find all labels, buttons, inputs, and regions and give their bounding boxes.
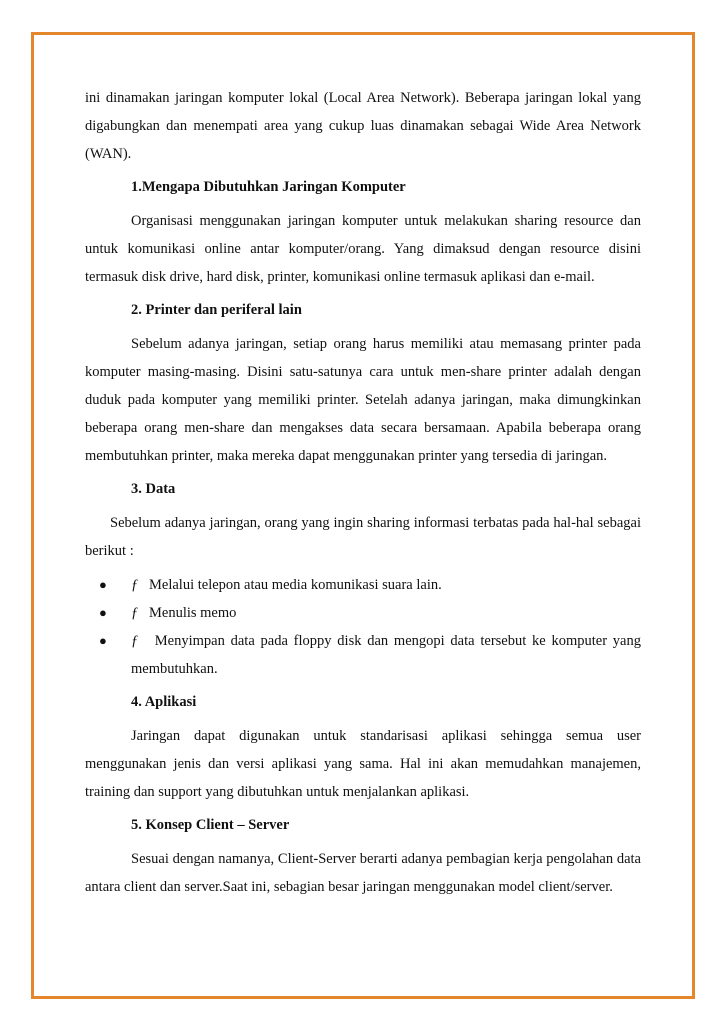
section-2-heading: 2. Printer dan periferal lain bbox=[131, 302, 302, 318]
list-item bbox=[85, 599, 641, 627]
section-2-body: Sebelum adanya jaringan, setiap orang harus memiliki atau memasang printer pada komputer masing-masing. Disini satu-satunya cara untuk men-share printer adalah dengan duduk pada komputer yang memiliki printer. Setelah adanya jaringan, maka dimungkinkan beberapa orang men-share dan mengakses data secara bersamaan. Apabila beberapa orang membutuhkan printer, maka mereka dapat menggunakan printer yang tersedia di jaringan. bbox=[85, 336, 641, 464]
bullet-text: Menyimpan data pada floppy disk dan mengopi data tersebut ke komputer yang membutuhkan. bbox=[131, 633, 641, 677]
section-4-heading: 4. Aplikasi bbox=[131, 694, 197, 710]
bullet-dot-icon: ● bbox=[99, 605, 107, 620]
list-item bbox=[85, 627, 641, 683]
intro-paragraph: ini dinamakan jaringan komputer lokal (Local Area Network). Beberapa jaringan lokal yang digabungkan dan menempati area yang cukup luas dinamakan sebagai Wide Area Network (WAN). bbox=[85, 90, 641, 162]
document-body bbox=[85, 84, 641, 901]
section-3-heading: 3. Data bbox=[131, 481, 176, 497]
section-5-heading: 5. Konsep Client – Server bbox=[131, 817, 290, 833]
section-1-body: Organisasi menggunakan jaringan komputer untuk melakukan sharing resource dan untuk komunikasi online antar komputer/orang. Yang dimaksud dengan resource disini termasuk disk drive, hard disk, printer, komunikasi online termasuk aplikasi dan e-mail. bbox=[85, 213, 641, 285]
bullet-glyph-icon: ƒ bbox=[131, 633, 139, 649]
section-4-body: Jaringan dapat digunakan untuk standarisasi aplikasi sehingga semua user menggunakan jenis dan versi aplikasi yang sama. Hal ini akan memudahkan manajemen, training dan support yang dibutuhkan untuk menjalankan aplikasi. bbox=[85, 728, 641, 800]
section-1-heading: 1.Mengapa Dibutuhkan Jaringan Komputer bbox=[131, 179, 406, 195]
bullet-text: Menulis memo bbox=[149, 605, 237, 621]
section-5-body: Sesuai dengan namanya, Client-Server berarti adanya pembagian kerja pengolahan data antara client dan server.Saat ini, sebagian besar jaringan menggunakan model client/server. bbox=[85, 851, 641, 895]
bullet-dot-icon: ● bbox=[99, 633, 107, 648]
bullet-text: Melalui telepon atau media komunikasi suara lain. bbox=[149, 577, 442, 593]
section-3-body: Sebelum adanya jaringan, orang yang ingin sharing informasi terbatas pada hal-hal sebagai berikut : bbox=[85, 515, 641, 559]
bullet-dot-icon: ● bbox=[99, 577, 107, 592]
bullet-list bbox=[85, 571, 641, 683]
list-item bbox=[85, 571, 641, 599]
bullet-glyph-icon: ƒ bbox=[131, 577, 139, 593]
bullet-glyph-icon: ƒ bbox=[131, 605, 139, 621]
